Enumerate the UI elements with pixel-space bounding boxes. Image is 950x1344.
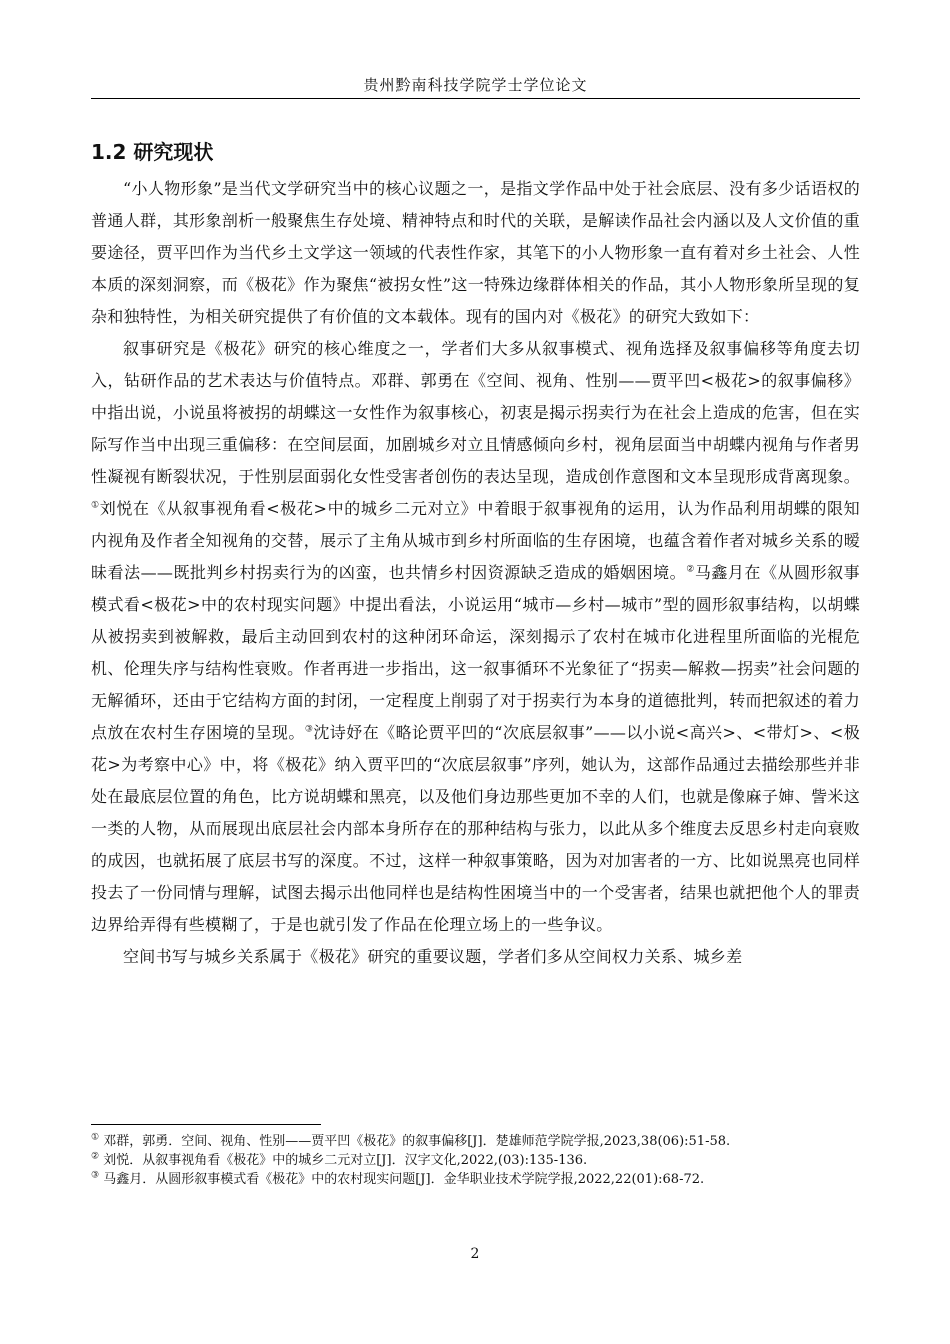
- paragraph-2-part-2: 刘悦在《从叙事视角看<极花>中的城乡二元对立》中着眼于叙事视角的运用，认为作品利用胡蝶的限知内视角及作者全知视角的交替，展示了主角从城市到乡村所面临的生存困境，也蕴含着作者对城乡关系的暧昧看法——既批判乡村拐卖行为的凶蛮，也共情乡村因资源缺乏造成的婚姻困境。: [91, 499, 860, 582]
- footnote-text-3: 马鑫月．从圆形叙事模式看《极花》中的农村现实问题[J]．金华职业技术学院学报,2022,22(01):68-72.: [103, 1172, 705, 1187]
- footnote-text-2: 刘悦．从叙事视角看《极花》中的城乡二元对立[J]．汉字文化,2022,(03):135-136.: [103, 1153, 588, 1168]
- footnote-ref-2[interactable]: ②: [686, 564, 695, 575]
- footnote-2: [91, 1151, 860, 1170]
- section-heading: 1.2 研究现状: [91, 140, 214, 164]
- footnote-ref-3[interactable]: ③: [304, 724, 314, 735]
- body-text: [91, 173, 860, 973]
- footnote-ref-1[interactable]: ①: [91, 500, 100, 511]
- footnote-mark-2: ②: [91, 1151, 100, 1162]
- footnote-divider: [91, 1124, 321, 1125]
- page-number: 2: [470, 1246, 480, 1262]
- paragraph-2: [91, 333, 860, 941]
- footnote-3: [91, 1170, 860, 1189]
- footnote-text-1: 邓群，郭勇．空间、视角、性别——贾平凹《极花》的叙事偏移[J]．楚雄师范学院学报,2023,38(06):51-58.: [103, 1134, 731, 1149]
- paragraph-2-part-3: 马鑫月在《从圆形叙事模式看<极花>中的农村现实问题》中提出看法，小说运用“城市—乡村—城市”型的圆形叙事结构，以胡蝶从被拐卖到被解救，最后主动回到农村的这种闭环命运，深刻揭示了农村在城市化进程里所面临的光棍危机、伦理失序与结构性衰败。作者再进一步指出，这一叙事循环不光象征了“拐卖—解救—拐卖”社会问题的无解循环，还由于它结构方面的封闭，一定程度上削弱了对于拐卖行为本身的道德批判，转而把叙述的着力点放在农村生存困境的呈现。: [91, 563, 860, 742]
- header-divider: [91, 98, 860, 99]
- running-header: 贵州黔南科技学院学士学位论文: [363, 76, 588, 94]
- paragraph-2-part-1: 叙事研究是《极花》研究的核心维度之一，学者们大多从叙事模式、视角选择及叙事偏移等角度去切入，钻研作品的艺术表达与价值特点。邓群、郭勇在《空间、视角、性别——贾平凹<极花>的叙事偏移》中指出说，小说虽将被拐的胡蝶这一女性作为叙事核心，初衷是揭示拐卖行为在社会上造成的危害，但在实际写作当中出现三重偏移：在空间层面，加剧城乡对立且情感倾向乡村，视角层面当中胡蝶内视角与作者男性凝视有断裂状况，于性别层面弱化女性受害者创伤的表达呈现，造成创作意图和文本呈现形成背离现象。: [91, 339, 860, 486]
- paragraph-1: “小人物形象”是当代文学研究当中的核心议题之一，是指文学作品中处于社会底层、没有多少话语权的普通人群，其形象剖析一般聚焦生存处境、精神特点和时代的关联，是解读作品社会内涵以及人文价值的重要途径，贾平凹作为当代乡土文学这一领域的代表性作家，其笔下的小人物形象一直有着对乡土社会、人性本质的深刻洞察，而《极花》作为聚焦“被拐女性”这一特殊边缘群体相关的作品，其小人物形象所呈现的复杂和独特性，为相关研究提供了有价值的文本载体。现有的国内对《极花》的研究大致如下：: [91, 179, 860, 326]
- paragraph-3: 空间书写与城乡关系属于《极花》研究的重要议题，学者们多从空间权力关系、城乡差: [123, 947, 743, 966]
- footnote-1: [91, 1132, 860, 1151]
- footnote-mark-3: ③: [91, 1170, 100, 1181]
- footnote-mark-1: ①: [91, 1132, 100, 1143]
- footnotes: [91, 1132, 860, 1189]
- paragraph-2-part-4: 沈诗妤在《略论贾平凹的“次底层叙事”——以小说<高兴>、<带灯>、<极花>为考察中心》中，将《极花》纳入贾平凹的“次底层叙事”序列，她认为，这部作品通过去描绘那些并非处在最底层位置的角色，比方说胡蝶和黑亮，以及他们身边那些更加不幸的人们，也就是像麻子婶、訾米这一类的人物，从而展现出底层社会内部本身所存在的那种结构与张力，以此从多个维度去反思乡村走向衰败的成因，也就拓展了底层书写的深度。不过，这样一种叙事策略，因为对加害者的一方、比如说黑亮也同样投去了一份同情与理解，试图去揭示出他同样也是结构性困境当中的一个受害者，结果也就把他个人的罪责边界给弄得有些模糊了，于是也就引发了作品在伦理立场上的一些争议。: [91, 723, 860, 934]
